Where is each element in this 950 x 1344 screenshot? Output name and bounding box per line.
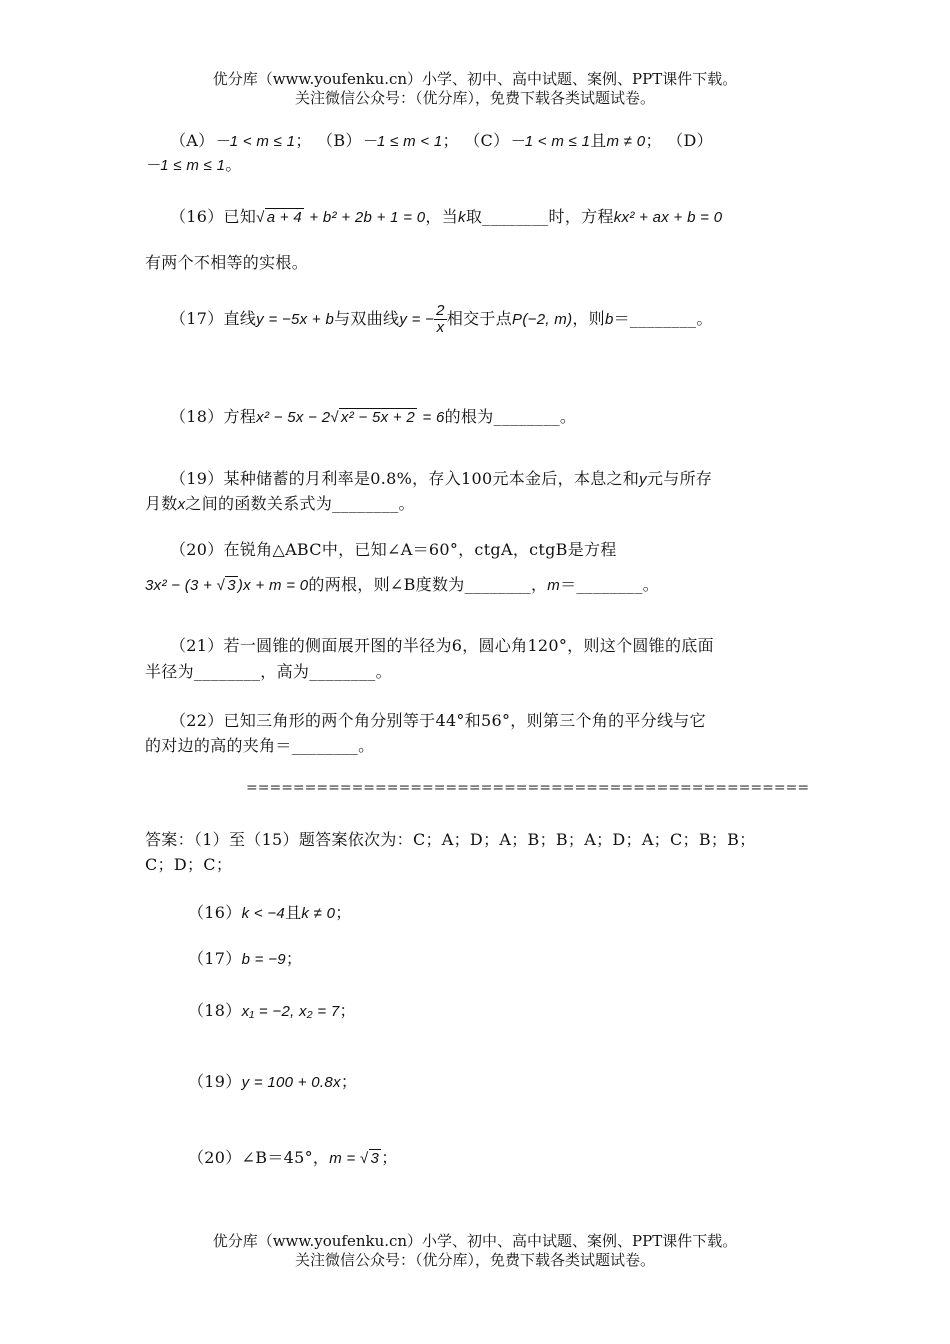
q16-radical: √ a + 4 — [256, 209, 302, 226]
q17-hyperbola-lhs: y = − — [399, 310, 435, 328]
q19-text-2b: 之间的函数关系式为________。 — [185, 494, 415, 513]
q16-radicand: a + 4 — [266, 209, 302, 226]
q17-b: b — [604, 310, 614, 328]
question-18 — [170, 404, 576, 427]
q19-y: y — [639, 471, 647, 488]
q17-label: （17）直线 — [170, 308, 257, 328]
option-c-math-2: m ≠ 0 — [606, 133, 646, 150]
header-line-1: 优分库（www.youfenku.cn）小学、初中、高中试题、案例、PPT课件下载。 — [212, 70, 738, 88]
answers-line-1: 答案：（1）至（15）题答案依次为：C；A；D；A；B；B；A；D；A；C；B；B； — [145, 830, 756, 849]
q15-options-line-1 — [170, 128, 713, 151]
question-16-line-1 — [170, 204, 722, 227]
option-d-end: 。 — [225, 155, 242, 174]
option-d-math: －1 ≤ m ≤ 1 — [145, 157, 226, 174]
a20-math: m = — [329, 1150, 360, 1167]
a18-math: x₁ = −2, x₂ = 7 — [241, 1003, 340, 1020]
option-d-label: （D） — [667, 131, 713, 150]
a16-math-1: k < −4 — [241, 905, 286, 922]
q20-equation-2: )x + m = 0 — [237, 577, 309, 594]
option-c-and: 且 — [590, 131, 607, 150]
q15-options-line-2 — [145, 152, 242, 175]
option-a-math: －1 < m ≤ 1 — [214, 133, 296, 150]
a17-end: ； — [285, 949, 303, 968]
footer-line-2: 关注微信公众号：（优分库），免费下载各类试题试卷。 — [294, 1251, 655, 1269]
option-a-sep: ； — [295, 131, 312, 150]
q18-label: （18）方程 — [170, 407, 257, 426]
q16-text-3: 取________时，方程 — [465, 207, 614, 226]
question-19-line-2 — [145, 491, 415, 514]
a19-math: y = 100 + 0.8x — [241, 1074, 341, 1091]
answer-16 — [188, 900, 352, 923]
header-line-2: 关注微信公众号：（优分库），免费下载各类试题试卷。 — [294, 89, 655, 107]
a20-radical: √ 3 — [359, 1150, 380, 1167]
question-20-line-2 — [145, 572, 659, 595]
a17-math: b = −9 — [241, 951, 286, 968]
q17-line-equation: y = −5x + b — [256, 310, 335, 328]
a17-label: （17） — [188, 949, 242, 968]
question-22-line-1: （22）已知三角形的两个角分别等于44°和56°，则第三个角的平分线与它 — [170, 711, 706, 730]
q16-text-2: ，当 — [425, 207, 459, 226]
a16-label: （16） — [188, 903, 242, 922]
answer-18 — [188, 998, 356, 1021]
q16-equation-rest: + b² + 2b + 1 = 0 — [309, 209, 426, 226]
a18-label: （18） — [188, 1001, 242, 1020]
q19-text-2a: 月数 — [145, 494, 178, 513]
question-20-line-1: （20）在锐角△ABC中，已知∠A＝60°，ctgA，ctgB是方程 — [170, 540, 617, 559]
option-c-sep: ； — [645, 131, 662, 150]
q17-mid-2: 相交于点 — [446, 308, 513, 328]
q18-end: 的根为________。 — [444, 407, 577, 426]
question-19-line-1 — [170, 466, 712, 489]
q19-text-1a: （19）某种储蓄的月利率是0.8%，存入100元本金后，本息之和 — [170, 469, 640, 488]
option-a-label: （A） — [170, 131, 215, 150]
q18-equation-2: = 6 — [422, 409, 445, 426]
a16-math-2: k ≠ 0 — [301, 905, 336, 922]
question-16-line-2: 有两个不相等的实根。 — [145, 253, 309, 272]
q19-text-1b: 元与所存 — [646, 469, 713, 488]
a16-end: ； — [335, 903, 352, 922]
question-22-line-2: 的对边的高的夹角＝________。 — [145, 736, 375, 755]
footer-line-1: 优分库（www.youfenku.cn）小学、初中、高中试题、案例、PPT课件下载。 — [212, 1232, 738, 1250]
q16-equation: kx² + ax + b = 0 — [613, 209, 723, 226]
q20-m: m — [547, 577, 561, 594]
question-21-line-2: 半径为________，高为________。 — [145, 662, 392, 681]
q20-radicand: 3 — [227, 577, 236, 594]
a19-end: ； — [340, 1072, 358, 1091]
q20-equation-1: 3x² − (3 + — [145, 577, 217, 594]
answers-line-2: C；D；C； — [145, 855, 233, 874]
q17-mid: 与双曲线 — [334, 308, 400, 328]
q17-tail: ，则 — [572, 308, 605, 328]
q17-point: P(−2, m) — [512, 310, 573, 328]
q17-fraction — [434, 303, 447, 336]
a20-label: （20）∠B＝45°， — [188, 1148, 330, 1167]
option-b-sep: ； — [442, 131, 459, 150]
option-b-math: －1 ≤ m < 1 — [361, 133, 443, 150]
separator: ================================================ — [246, 780, 810, 796]
q20-end: ＝________。 — [560, 575, 660, 594]
q18-radicand: x² − 5x + 2 — [340, 409, 416, 426]
option-c-math-1: －1 < m ≤ 1 — [509, 133, 591, 150]
q18-equation-1: x² − 5x − 2 — [256, 409, 331, 426]
q16-label: （16）已知 — [170, 207, 257, 226]
answer-19 — [188, 1069, 357, 1092]
q17-numerator: 2 — [436, 302, 445, 319]
q20-mid: 的两根，则∠B度数为________， — [308, 575, 548, 594]
q20-radical: √ 3 — [216, 577, 236, 594]
q16-k: k — [458, 209, 466, 226]
a20-radicand: 3 — [370, 1150, 380, 1167]
a18-end: ； — [339, 1001, 356, 1020]
option-b-label: （B） — [317, 131, 362, 150]
question-17 — [170, 303, 713, 336]
answer-20 — [188, 1145, 398, 1168]
q17-denominator: x — [436, 318, 445, 336]
answer-17 — [188, 946, 302, 969]
q17-end: ＝________。 — [613, 308, 713, 328]
question-21-line-1: （21）若一圆锥的侧面展开图的半径为6，圆心角120°，则这个圆锥的底面 — [170, 636, 714, 655]
q18-radical: √ x² − 5x + 2 — [330, 409, 416, 426]
q19-x: x — [177, 496, 186, 513]
a20-end: ； — [381, 1148, 398, 1167]
a19-label: （19） — [188, 1072, 242, 1091]
a16-and: 且 — [285, 903, 302, 922]
option-c-label: （C） — [464, 131, 510, 150]
